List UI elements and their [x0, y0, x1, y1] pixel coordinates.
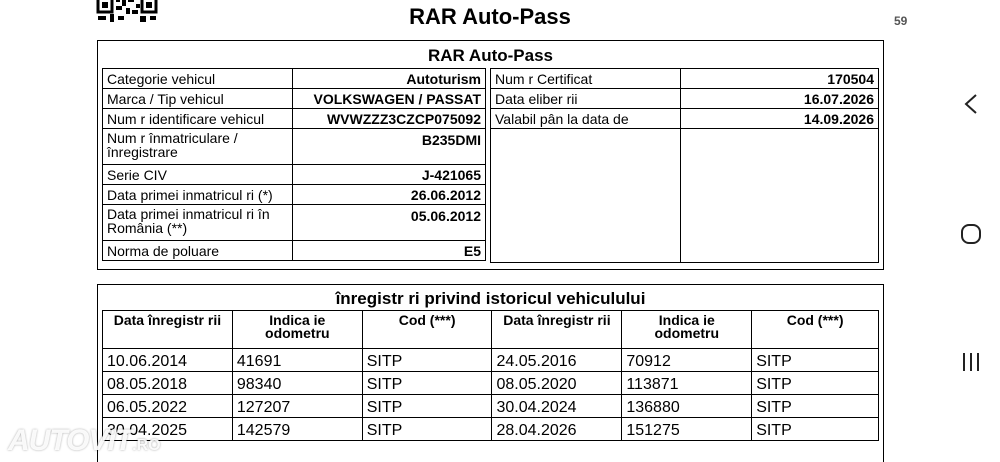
cert-label: Valabil pân la data de — [491, 109, 681, 129]
cert-empty-row — [491, 129, 879, 263]
document-title: RAR Auto-Pass — [409, 4, 571, 29]
empty-cell — [681, 129, 879, 263]
vehicle-info-table — [102, 68, 486, 261]
history-header-row — [103, 311, 879, 349]
table-cell: 08.05.2018 — [103, 372, 233, 395]
info-value: 05.06.2012 — [293, 205, 486, 241]
table-cell: 98340 — [232, 372, 362, 395]
certificate-box — [97, 40, 884, 270]
column-header: Data înregistr rii — [103, 311, 233, 349]
table-cell: 113871 — [622, 372, 752, 395]
table-cell: 151275 — [622, 418, 752, 441]
info-value: WVWZZZ3CZCP075092 — [293, 109, 486, 129]
table-cell: SITP — [752, 395, 879, 418]
info-row — [103, 89, 486, 109]
column-header: Data înregistr rii — [492, 311, 622, 349]
info-row — [103, 109, 486, 129]
table-cell: SITP — [752, 418, 879, 441]
back-chevron-icon — [961, 92, 981, 116]
info-value: E5 — [293, 241, 486, 261]
info-label: Num r identificare vehicul — [103, 109, 293, 129]
table-cell: 127207 — [232, 395, 362, 418]
history-box — [97, 284, 884, 462]
history-table — [102, 310, 879, 441]
info-label: Data primei inmatricul ri în România (**) — [103, 205, 293, 241]
column-header: Cod (***) — [752, 311, 879, 349]
info-label: Data primei inmatricul ri (*) — [103, 185, 293, 205]
home-circle-icon — [959, 222, 983, 246]
empty-cell — [491, 129, 681, 263]
table-cell: SITP — [362, 349, 492, 372]
info-label: Categorie vehicul — [103, 69, 293, 89]
cert-label: Data eliber rii — [491, 89, 681, 109]
table-cell: SITP — [752, 372, 879, 395]
recent-apps-button[interactable] — [942, 342, 1000, 382]
cert-row — [491, 109, 879, 129]
info-row — [103, 165, 486, 185]
info-label: Marca / Tip vehicul — [103, 89, 293, 109]
recent-apps-icon — [960, 351, 982, 373]
table-row — [103, 418, 879, 441]
watermark-suffix: .RO — [132, 437, 161, 454]
table-cell: 08.05.2020 — [492, 372, 622, 395]
table-cell: 70912 — [622, 349, 752, 372]
watermark-text: AUTOVIT — [8, 424, 133, 457]
table-row — [103, 372, 879, 395]
info-value: VOLKSWAGEN / PASSAT — [293, 89, 486, 109]
table-cell: 41691 — [232, 349, 362, 372]
table-cell: 10.06.2014 — [103, 349, 233, 372]
column-header: Indica ie odometru — [232, 311, 362, 349]
table-row — [103, 395, 879, 418]
info-label: Num r înmatriculare / înregistrare — [103, 129, 293, 165]
info-label: Norma de poluare — [103, 241, 293, 261]
certificate-info-table — [490, 68, 879, 263]
cert-row — [491, 89, 879, 109]
system-navigation-bar — [942, 0, 1000, 462]
cert-row — [491, 69, 879, 89]
table-cell: SITP — [362, 418, 492, 441]
table-cell: SITP — [362, 372, 492, 395]
info-row — [103, 129, 486, 165]
info-value: J-421065 — [293, 165, 486, 185]
autovit-watermark — [8, 424, 161, 458]
info-value: B235DMI — [293, 129, 486, 165]
info-row — [103, 185, 486, 205]
cert-label: Num r Certificat — [491, 69, 681, 89]
info-value: Autoturism — [293, 69, 486, 89]
back-button[interactable] — [942, 84, 1000, 124]
info-row — [103, 241, 486, 261]
table-cell: SITP — [752, 349, 879, 372]
info-row — [103, 205, 486, 241]
table-cell: 142579 — [232, 418, 362, 441]
table-cell: 28.04.2026 — [492, 418, 622, 441]
certificate-title: RAR Auto-Pass — [428, 46, 553, 65]
table-cell: 24.05.2016 — [492, 349, 622, 372]
table-cell: 30.04.2024 — [492, 395, 622, 418]
table-cell: 06.05.2022 — [103, 395, 233, 418]
table-cell: SITP — [362, 395, 492, 418]
table-row — [103, 349, 879, 372]
cert-value: 16.07.2026 — [681, 89, 879, 109]
page-number: 59 — [894, 14, 908, 28]
column-header: Cod (***) — [362, 311, 492, 349]
info-value: 26.06.2012 — [293, 185, 486, 205]
table-cell: 30.04.2025 — [103, 418, 233, 441]
home-button[interactable] — [942, 214, 1000, 254]
info-row — [103, 69, 486, 89]
cert-value: 170504 — [681, 69, 879, 89]
table-cell: 136880 — [622, 395, 752, 418]
info-label: Serie CIV — [103, 165, 293, 185]
cert-value: 14.09.2026 — [681, 109, 879, 129]
history-title: înregistr ri privind istoricul vehiculului — [335, 289, 646, 308]
column-header: Indica ie odometru — [622, 311, 752, 349]
